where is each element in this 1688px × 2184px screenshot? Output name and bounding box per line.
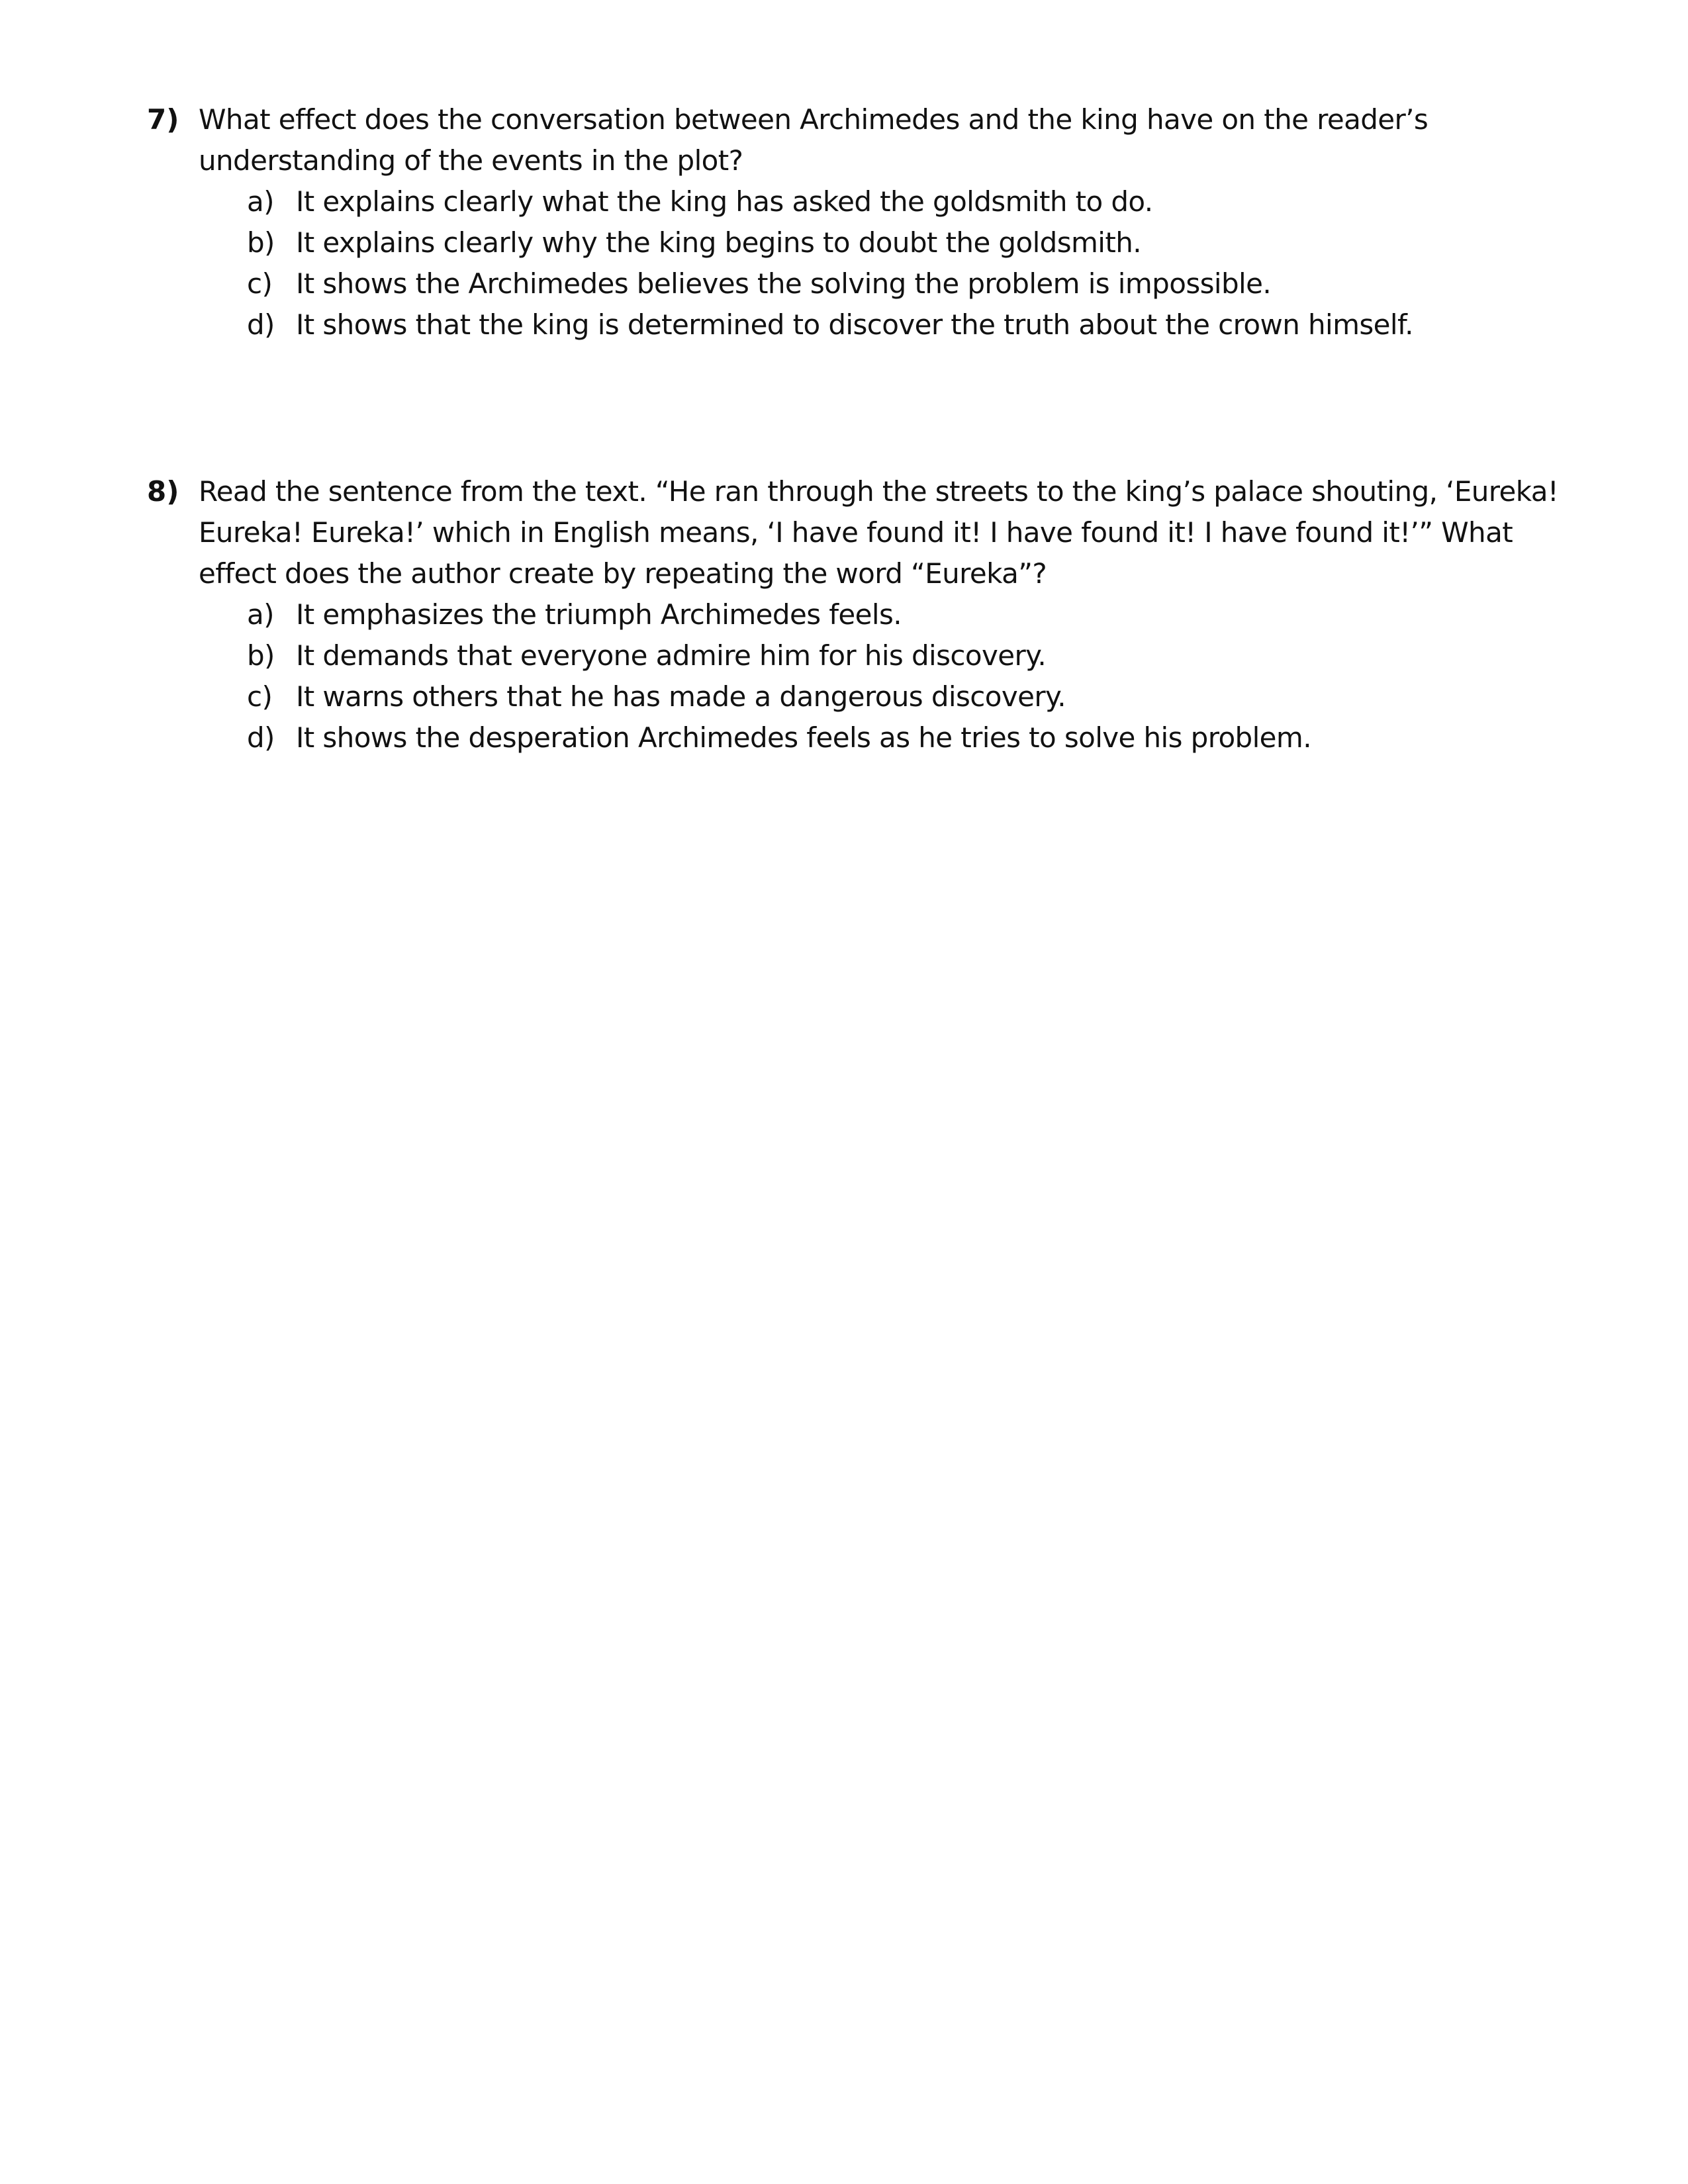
option-text: It emphasizes the triumph Archimedes feels. [296, 598, 902, 631]
question-8 [147, 471, 1577, 758]
answer-option-b [247, 635, 1577, 676]
option-letter: c) [247, 680, 273, 713]
option-letter: d) [247, 721, 275, 754]
option-letter: a) [247, 598, 274, 631]
question-stem: Read the sentence from the text. “He ran through the streets to the king’s palace shouting, ‘Eureka! Eureka! Eureka!’ which in English means, ‘I have found it! I have found it! I have found it!’” What effect does the author create by repeating the word “Eureka”? [199, 475, 1559, 590]
answer-option-b [247, 222, 1577, 263]
question-header [147, 99, 1577, 181]
question-7 [147, 99, 1577, 345]
answer-options [147, 181, 1577, 345]
question-number: 7) [147, 103, 179, 136]
answer-option-a [247, 594, 1577, 635]
option-letter: b) [247, 226, 275, 259]
option-letter: c) [247, 267, 273, 300]
option-letter: a) [247, 185, 274, 218]
option-text: It explains clearly why the king begins to doubt the goldsmith. [296, 226, 1142, 259]
answer-option-d [247, 304, 1577, 345]
answer-option-a [247, 181, 1577, 222]
answer-option-c [247, 263, 1577, 304]
option-text: It shows that the king is determined to discover the truth about the crown himself. [296, 308, 1413, 341]
answer-options [147, 594, 1577, 758]
option-text: It shows the desperation Archimedes feels as he tries to solve his problem. [296, 721, 1311, 754]
answer-option-c [247, 676, 1577, 717]
option-text: It shows the Archimedes believes the solving the problem is impossible. [296, 267, 1272, 300]
option-text: It demands that everyone admire him for his discovery. [296, 639, 1047, 672]
question-number: 8) [147, 475, 179, 508]
answer-option-d [247, 717, 1577, 758]
option-letter: b) [247, 639, 275, 672]
question-header [147, 471, 1577, 594]
question-stem: What effect does the conversation between Archimedes and the king have on the reader’s understanding of the events in the plot? [199, 103, 1429, 177]
option-text: It warns others that he has made a dangerous discovery. [296, 680, 1066, 713]
option-text: It explains clearly what the king has asked the goldsmith to do. [296, 185, 1153, 218]
option-letter: d) [247, 308, 275, 341]
